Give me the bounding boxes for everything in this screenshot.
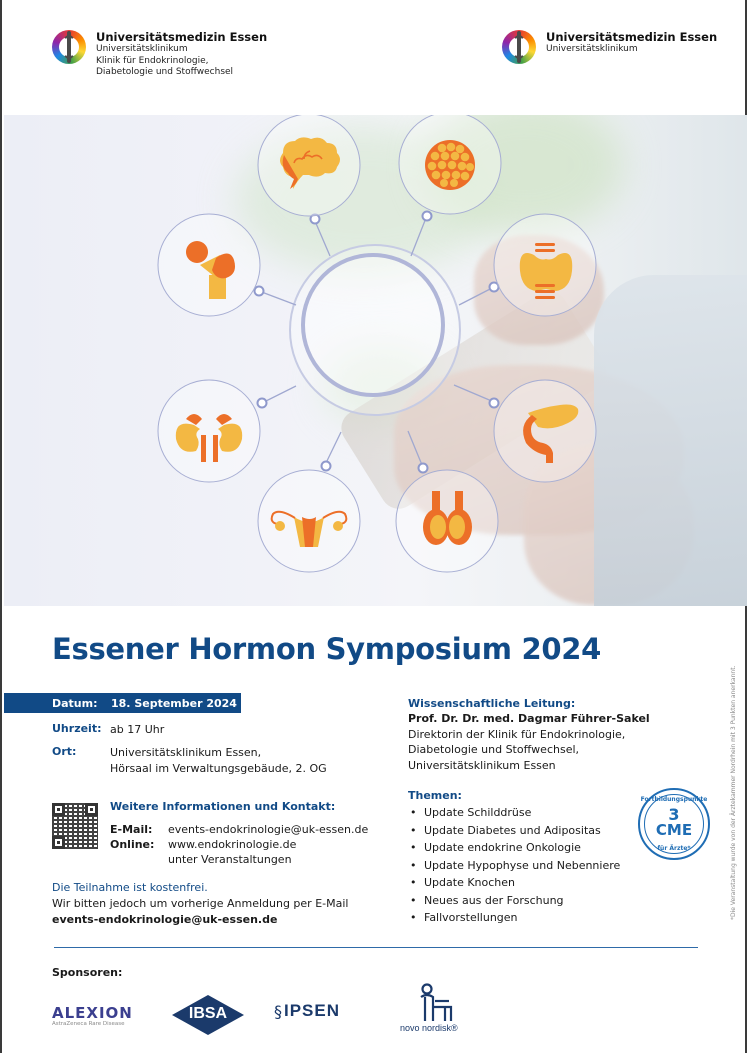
place-label: Ort: [52, 745, 77, 758]
leader-name: Prof. Dr. Dr. med. Dagmar Führer-Sakel [408, 712, 650, 726]
logo-left [52, 30, 267, 78]
logo-title: Universitätsmedizin Essen [546, 30, 718, 44]
registration-note [52, 880, 348, 928]
cme-label: CME [655, 821, 693, 839]
cme-badge [638, 788, 710, 860]
logo-subtitle: Universitätsklinikum [96, 44, 188, 55]
scientific-leadership [408, 696, 650, 773]
free-text: Die Teilnahme ist kostenfrei. [52, 881, 208, 894]
email-row [110, 823, 368, 838]
topics-section [408, 789, 620, 927]
clinic-name-line1: Klinik für Endokrinologie, [96, 55, 209, 66]
fat-cells-icon [425, 140, 475, 190]
logo-right [502, 30, 717, 64]
divider [54, 947, 698, 948]
place-line2: Hörsaal im Verwaltungsgebäude, 2. OG [110, 761, 327, 775]
logo-subtitle: Universitätsklinikum [546, 44, 638, 55]
list-item: • Update Diabetes und Adipositas [410, 823, 601, 837]
leader-role-line1: Direktorin der Klinik für Endokrinologie, [408, 727, 626, 741]
organ-network-diagram [4, 115, 747, 606]
list-item: • Update endokrine Onkologie [410, 841, 581, 854]
leader-role-line3: Universitätsklinikum Essen [408, 758, 556, 772]
dna-helix-icon: § [274, 1001, 282, 1021]
sponsor-ibsa-logo: IBSA [172, 995, 244, 1035]
list-item: • Update Schilddrüse [410, 806, 532, 819]
email-label: E-Mail: [110, 823, 153, 836]
time-value: ab 17 Uhr [110, 723, 165, 736]
qr-code[interactable] [52, 803, 98, 849]
clinic-name-line2: Diabetologie und Stoffwechsel [96, 66, 234, 77]
list-item: • Fallvorstellungen [410, 911, 518, 924]
date-value: 18. September 2024 [111, 696, 237, 710]
date-bar [4, 693, 241, 713]
date-label: Datum: [52, 696, 98, 710]
time-row [52, 722, 164, 738]
sponsors-heading: Sponsoren: [52, 966, 123, 979]
uk-essen-logo-icon [502, 30, 536, 64]
contact-heading: Weitere Informationen und Kontakt: [110, 800, 336, 813]
leadership-heading: Wissenschaftliche Leitung: [408, 697, 576, 710]
sponsor-alexion-logo: ALEXION AstraZeneca Rare Disease [52, 1004, 133, 1027]
cme-arc-bottom: für Ärzte* [657, 845, 691, 852]
logo-title: Universitätsmedizin Essen [96, 30, 268, 44]
registration-request: Wir bitten jedoch um vorherige Anmeldung per E-Mail [52, 896, 349, 910]
uk-essen-logo-icon [52, 30, 86, 64]
sponsor-novo-nordisk-logo: novo nordisk® [400, 983, 470, 1033]
cme-footnote: *Die Veranstaltung wurde von der Ärztekammer Nordrhein mit 3 Punkten anerkannt. [730, 665, 737, 920]
website-note: unter Veranstaltungen [168, 852, 292, 866]
online-row [110, 838, 296, 868]
list-item: • Neues aus der Forschung [410, 893, 564, 907]
sponsor-ipsen-logo: § IPSEN [274, 1001, 341, 1021]
event-title: Essener Hormon Symposium 2024 [52, 632, 601, 666]
hero-image [4, 115, 747, 606]
website-link[interactable]: www.endokrinologie.de [168, 838, 297, 851]
place-line1: Universitätsklinikum Essen, [110, 746, 262, 759]
topics-heading: Themen: [408, 789, 462, 802]
registration-email-link[interactable]: events-endokrinologie@uk-essen.de [52, 912, 278, 926]
online-label: Online: [110, 838, 155, 851]
topics-list [408, 804, 620, 927]
list-item: • Update Knochen [410, 876, 516, 889]
apis-bull-icon [415, 983, 455, 1023]
time-label: Uhrzeit: [52, 722, 102, 735]
leader-role-line2: Diabetologie und Stoffwechsel, [408, 743, 580, 757]
list-item: • Update Hypophyse und Nebenniere [410, 858, 621, 872]
cme-arc-top: Fortbildungspunkte [640, 796, 708, 803]
cme-points: 3 [668, 805, 680, 824]
email-link[interactable]: events-endokrinologie@uk-essen.de [168, 823, 369, 836]
place-row [52, 745, 327, 777]
